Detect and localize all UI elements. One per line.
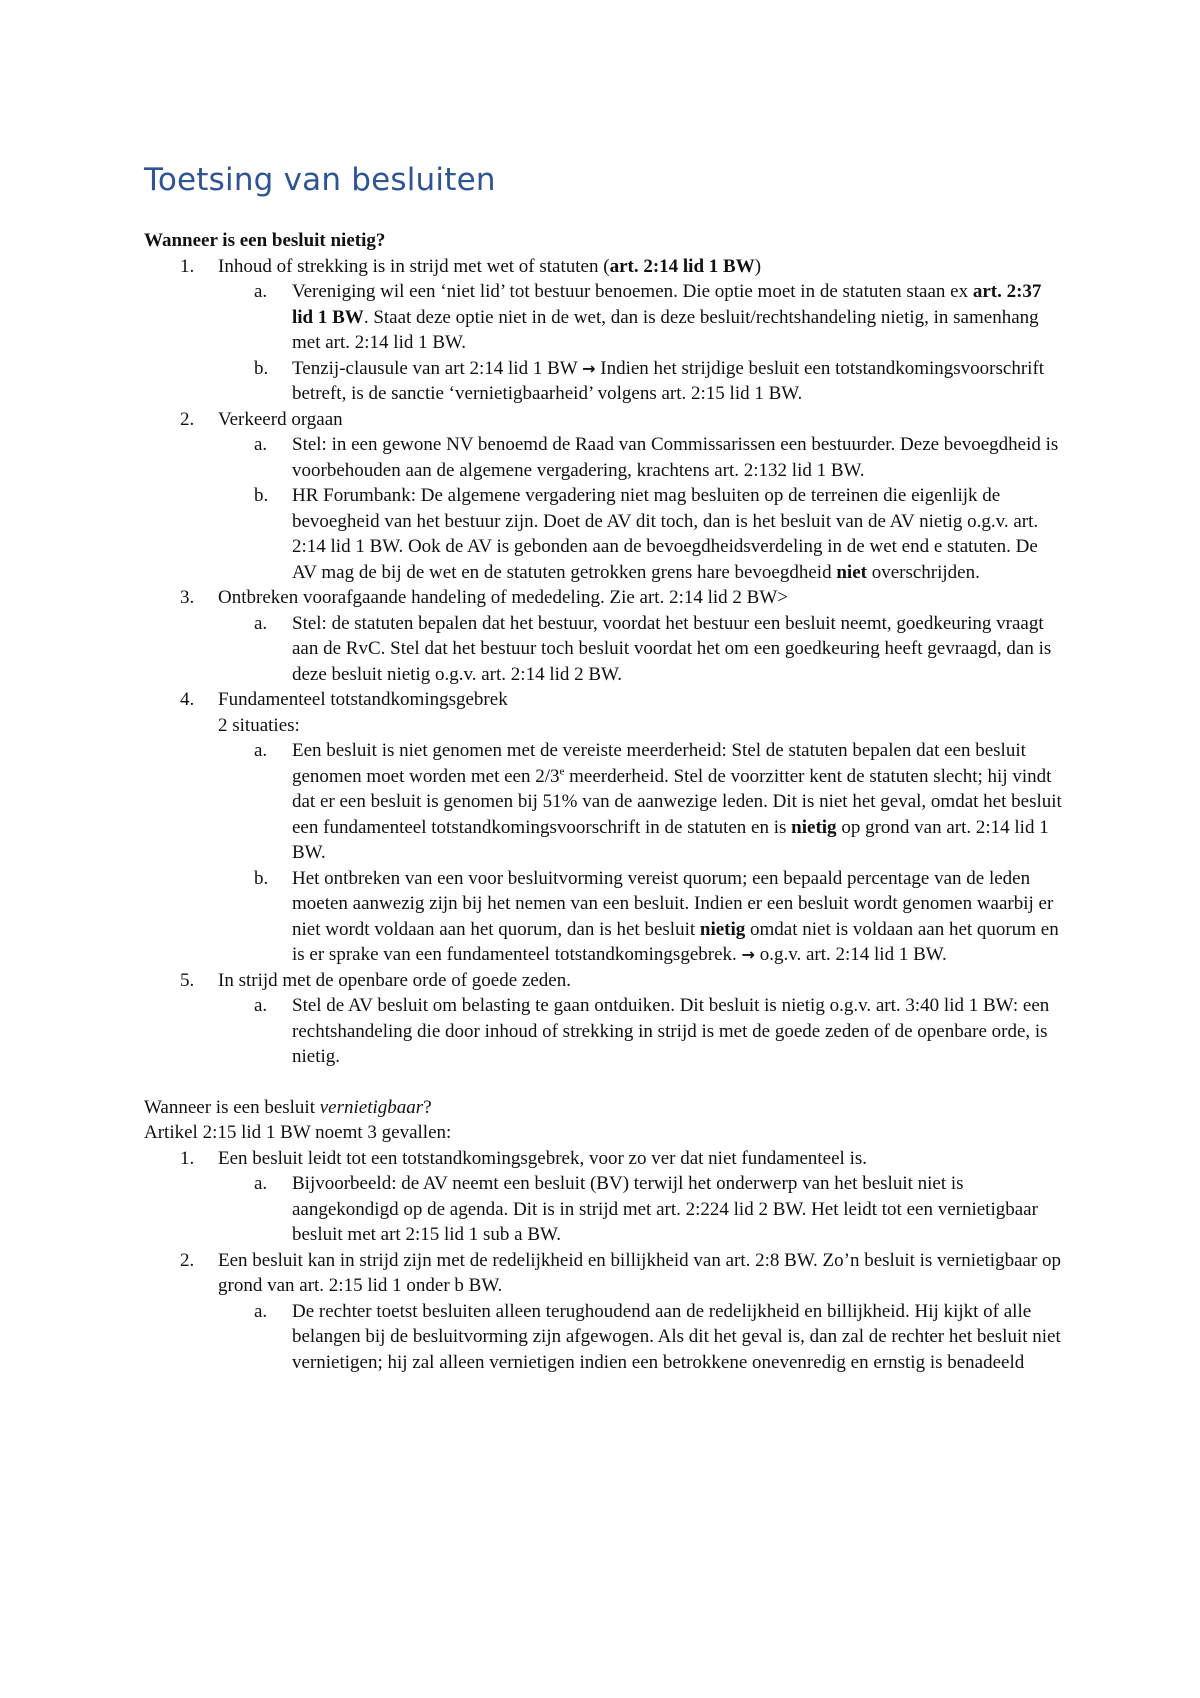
paragraph-spacer <box>144 1070 1064 1095</box>
sub-list-text: op grond van art. 2:14 lid 1 BW. <box>292 816 1049 863</box>
legal-reference: art. 2:14 lid 1 BW <box>609 255 755 277</box>
sub-list-text: Het ontbreken van een voor besluitvorming vereist quorum; een bepaald percentage van de leden moeten aanwezig zijn bij het nemen van een besluit. Indien er een besluit wordt genomen waarbij er niet wordt voldaan aan het quorum, dan is het besluit <box>292 867 1054 940</box>
list-number: 3. <box>180 587 195 608</box>
sub-list-text: . Staat deze optie niet in de wet, dan is deze besluit/rechtshandeling nietig, in samenhang met art. 2:14 lid 1 BW. <box>292 306 1039 353</box>
list-number: 1. <box>180 255 195 277</box>
superscript: e <box>559 765 565 778</box>
sub-list-text: De rechter toetst besluiten alleen terughoudend aan de redelijkheid en billijkheid. Hij kijkt of alle belangen bij de besluitvorming zijn afgewogen. Als dit het geval is, dan zal de rechter het besluit niet vernietigen; hij zal alleen vernietigen indien een betrokkene onevenredig en ernstig is benadeeld <box>292 1300 1061 1373</box>
list-number: 5. <box>180 969 195 991</box>
sub-list-item <box>144 738 1064 866</box>
sub-list-letter: a. <box>254 281 268 302</box>
sub-list-text: meerderheid. Stel de voorzitter kent de statuten slecht; hij vindt dat er een besluit is genomen bij 51% van de aanwezige leden. Dit is niet het geval, omdat het besluit een fundamenteel totstandkomingsvoorschrift in de statuten en is <box>292 765 1062 838</box>
sub-list-text: omdat niet is voldaan aan het quorum en is er sprake van een fundamenteel totstandkomingsgebrek. <box>292 918 1059 965</box>
list-item-text: Inhoud of strekking is in strijd met wet of statuten ( <box>218 255 610 277</box>
sub-list-text: Stel: in een gewone NV benoemd de Raad van Commissarissen een bestuurder. Deze bevoegdheid is voorbehouden aan de algemene vergadering, krachtens art. 2:132 lid 1 BW. <box>292 434 1059 481</box>
sub-list-letter: a. <box>254 740 268 761</box>
sub-list-item <box>144 432 1064 483</box>
sub-list-text: overschrijden. <box>866 561 980 583</box>
sub-list-item <box>144 611 1064 688</box>
sub-list-letter: a. <box>254 1300 268 1322</box>
list-item <box>144 407 1064 433</box>
list-item <box>144 1248 1064 1299</box>
sub-list-item <box>144 1171 1064 1248</box>
emphasis-text: vernietigbaar <box>319 1096 424 1118</box>
list-item-continuation <box>144 713 1064 739</box>
heading-text: ? <box>423 1096 432 1118</box>
list-item-text: Fundamenteel totstandkomingsgebrek <box>218 689 508 710</box>
list-number: 4. <box>180 689 195 710</box>
document-title: Toetsing van besluiten <box>144 162 496 198</box>
list-item-text: Een besluit leidt tot een totstandkomingsgebrek, voor zo ver dat niet fundamenteel is. <box>218 1147 867 1169</box>
sub-list-text: Een besluit is niet genomen met de vereiste meerderheid: Stel de statuten bepalen dat een besluit genomen moet worden met een 2/3 <box>292 740 1026 787</box>
arrow-right-icon: → <box>582 358 596 378</box>
list-item-text: 2 situaties: <box>218 714 300 736</box>
sub-list-text: Vereniging wil een ‘niet lid’ tot bestuur benoemen. Die optie moet in de statuten staan ex <box>292 281 973 302</box>
sub-list-letter: a. <box>254 612 268 634</box>
emphasis-text: niet <box>836 561 867 583</box>
section-heading-nietig: Wanneer is een besluit nietig? <box>144 230 386 251</box>
list-item-text: Ontbreken voorafgaande handeling of mededeling. Zie art. 2:14 lid 2 BW> <box>218 587 788 608</box>
sub-list-text: Stel de AV besluit om belasting te gaan ontduiken. Dit besluit is nietig o.g.v. art. 3:40 lid 1 BW: een rechtshandeling die door inhoud of strekking in strijd is met de goede zeden of de openbare orde, is nietig. <box>292 995 1050 1067</box>
sub-list-letter: a. <box>254 434 268 455</box>
sub-list-text: Bijvoorbeeld: de AV neemt een besluit (BV) terwijl het onderwerp van het besluit niet is aangekondigd op de agenda. Dit is in strijd met art. 2:224 lid 2 BW. Het leidt tot een vernietigbaar besluit met art 2:15 lid 1 sub a BW. <box>292 1173 1038 1245</box>
sub-list-text: Stel: de statuten bepalen dat het bestuur, voordat het bestuur een besluit neemt, goedkeuring vraagt aan de RvC. Stel dat het bestuur toch besluit voordat het om een goedkeuring heeft gevraagd, dan is deze besluit nietig o.g.v. art. 2:14 lid 2 BW. <box>292 612 1052 685</box>
list-item-text: Een besluit kan in strijd zijn met de redelijkheid en billijkheid van art. 2:8 BW. Zo’n besluit is vernietigbaar op grond van art. 2:15 lid 1 onder b BW. <box>218 1249 1062 1296</box>
emphasis-text: nietig <box>699 918 746 940</box>
list-item <box>144 968 1064 994</box>
sub-list-item <box>144 866 1064 968</box>
legal-reference: art. 2:37 lid 1 BW <box>292 281 1042 328</box>
sub-list-text: Tenzij-clausule van art 2:14 lid 1 BW <box>292 357 583 379</box>
list-item <box>144 687 1064 713</box>
list-item-text: Verkeerd orgaan <box>218 408 343 430</box>
heading-text: Wanneer is een besluit <box>144 1096 320 1118</box>
list-number: 1. <box>180 1147 195 1169</box>
sub-list-letter: a. <box>254 995 268 1016</box>
document-page <box>144 160 1064 1375</box>
sub-list-text: o.g.v. art. 2:14 lid 1 BW. <box>754 944 947 965</box>
sub-list-item <box>144 356 1064 407</box>
list-item <box>144 1146 1064 1172</box>
sub-list-item <box>144 993 1064 1070</box>
list-item <box>144 585 1064 611</box>
sub-list-text: Indien het strijdige besluit een totstandkomingsvoorschrift betreft, is de sanctie ‘vernietigbaarheid’ volgens art. 2:15 lid 1 BW. <box>292 357 1045 404</box>
arrow-right-icon: → <box>741 945 755 964</box>
sub-list-letter: b. <box>254 485 269 506</box>
sub-list-item <box>144 1299 1064 1376</box>
section-heading-vernietigbaar <box>144 1095 1064 1121</box>
sub-list-item <box>144 279 1064 356</box>
sub-list-letter: b. <box>254 357 269 379</box>
list-number: 2. <box>180 408 195 430</box>
sub-list-text: HR Forumbank: De algemene vergadering niet mag besluiten op de terreinen die eigenlijk de bevoegheid van het bestuur zijn. Doet de AV dit toch, dan is het besluit van de AV nietig o.g.v. art. 2:14 lid 1 BW. Ook de AV is gebonden aan de bevoegdheidsverdeling in de wet end e statuten. De AV mag de bij de wet en de statuten getrokken grens hare bevoegdheid <box>292 485 1039 583</box>
list-item-text: In strijd met de openbare orde of goede zeden. <box>218 969 571 991</box>
emphasis-text: nietig <box>791 816 837 838</box>
list-item-text: ) <box>754 255 762 277</box>
list-item <box>144 254 1064 280</box>
sub-list-letter: a. <box>254 1173 268 1194</box>
section-intro: Artikel 2:15 lid 1 BW noemt 3 gevallen: <box>144 1122 452 1143</box>
sub-list-item <box>144 483 1064 585</box>
sub-list-letter: b. <box>254 867 269 889</box>
list-number: 2. <box>180 1249 195 1271</box>
